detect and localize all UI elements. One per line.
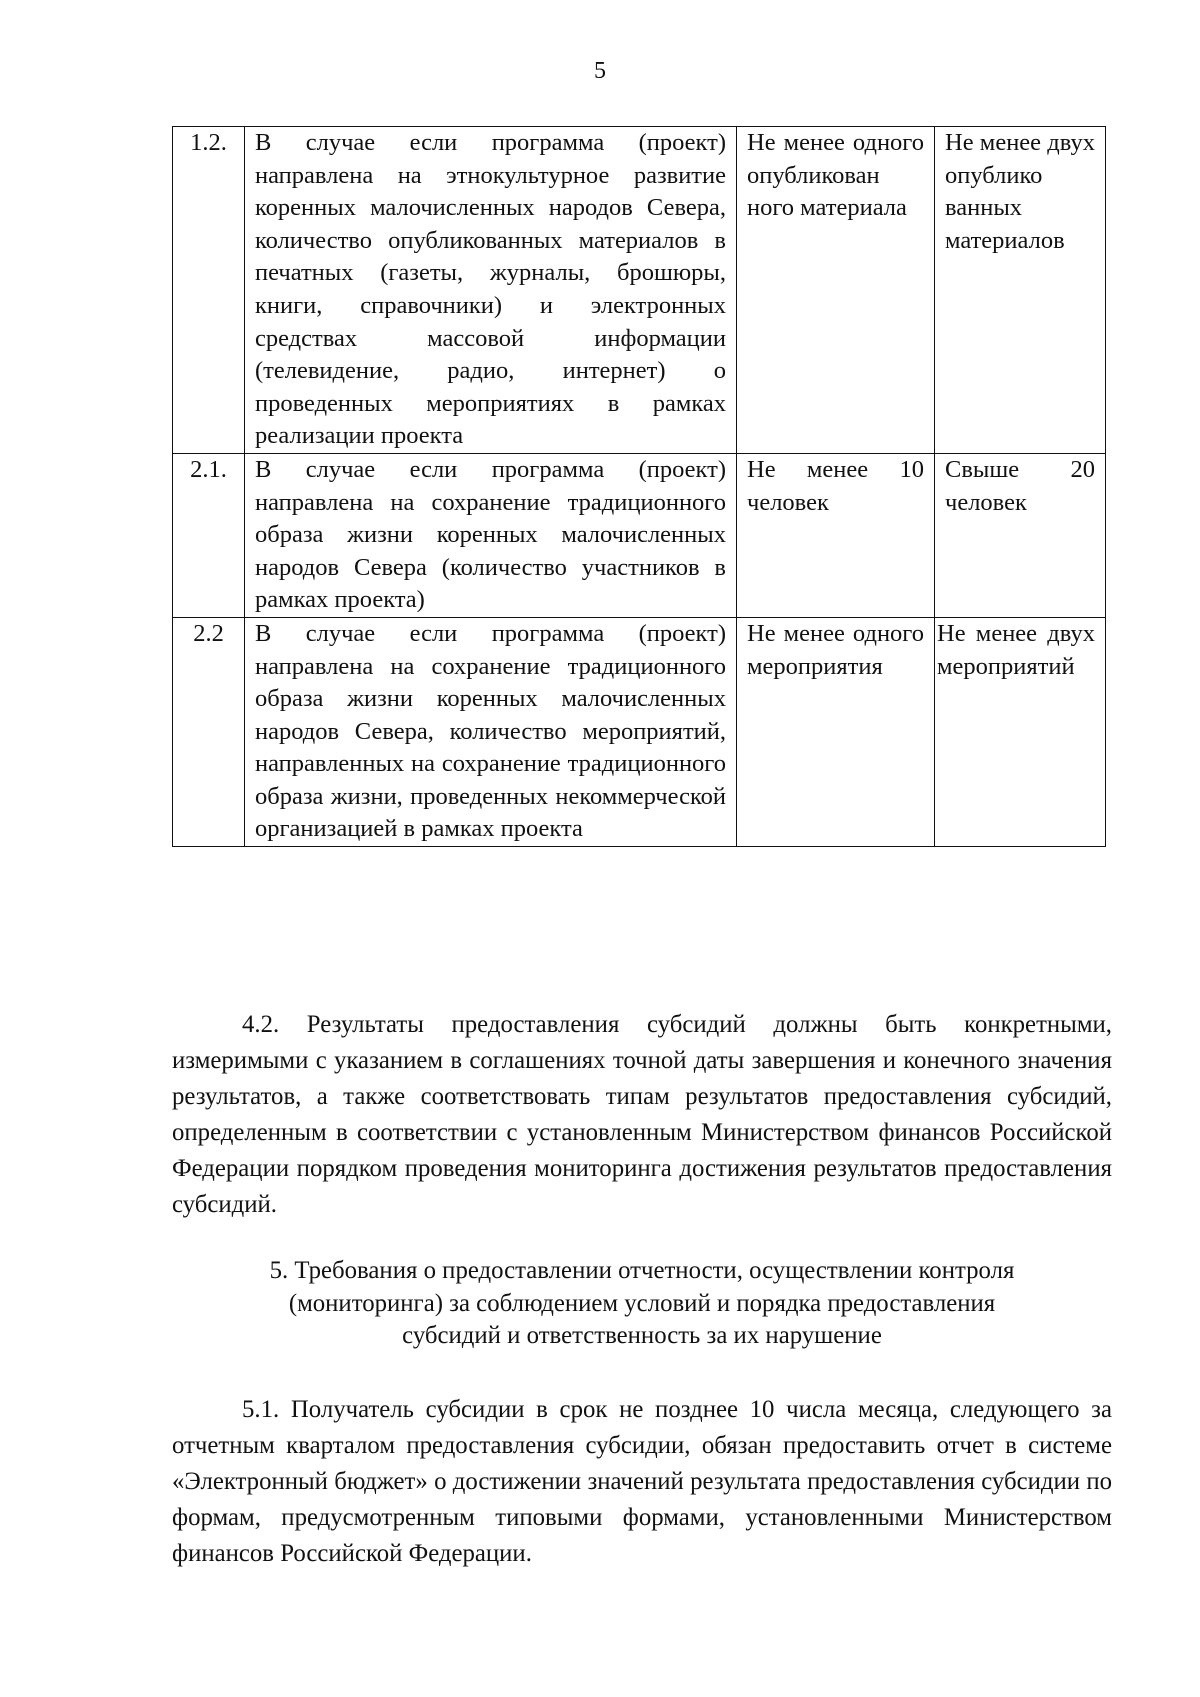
criterion-cell: В случае если программа (проект) направлена на этнокультурное развитие коренных малочисленных народов Севера, количество опубликованных материалов в печатных (газеты, журналы, брошюры, книги, справочники) и электронных средствах массовой информации (телевидение, радио, интернет) о проведенных мероприятиях в рамках реализации проекта <box>245 127 737 454</box>
min-value-cell: Не менее одного мероприятия <box>737 617 935 846</box>
max-value-cell: Свыше 20 человек <box>935 453 1106 617</box>
criteria-table <box>172 126 1106 847</box>
max-value-cell: Не менее двух опублико ванных материалов <box>935 127 1106 454</box>
min-value-cell: Не менее одного опубликован ного материала <box>737 127 935 454</box>
row-number: 2.1. <box>173 453 245 617</box>
page-number: 5 <box>594 58 606 84</box>
table-row <box>173 127 1106 454</box>
max-value-cell: Не менее двух мероприятий <box>935 617 1106 846</box>
table-row <box>173 453 1106 617</box>
table-row <box>173 617 1106 846</box>
criterion-cell: В случае если программа (проект) направлена на сохранение традиционного образа жизни коренных малочисленных народов Севера (количество участников в рамках проекта) <box>245 453 737 617</box>
section-heading-line: (мониторинга) за соблюдением условий и порядка предоставления <box>288 1289 996 1317</box>
min-value-cell: Не менее 10 человек <box>737 453 935 617</box>
section-heading-line: 5. Требования о предоставлении отчетности, осуществлении контроля <box>269 1257 1015 1284</box>
criterion-cell: В случае если программа (проект) направлена на сохранение традиционного образа жизни коренных малочисленных народов Севера, количество мероприятий, направленных на сохранение традиционного образа жизни, проведенных некоммерческой организацией в рамках проекта <box>245 617 737 846</box>
row-number: 1.2. <box>173 127 245 454</box>
section-heading-line: субсидий и ответственность за их нарушение <box>402 1322 882 1349</box>
paragraph-5-1: 5.1. Получатель субсидии в срок не позднее 10 числа месяца, следующего за отчетным кварталом предоставления субсидии, обязан предоставить отчет в системе «Электронный бюджет» о достижении значений результата предоставления субсидии по формам, предусмотренным типовыми формами, установленными Министерством финансов Российской Федерации. <box>172 1396 1112 1567</box>
row-number: 2.2 <box>173 617 245 846</box>
section-5-heading <box>172 1255 1112 1353</box>
paragraph-4-2: 4.2. Результаты предоставления субсидий должны быть конкретными, измеримыми с указанием в соглашениях точной даты завершения и конечного значения результатов, а также соответствовать типам результатов предоставления субсидий, определенным в соответствии с установленным Министерством финансов Российской Федерации порядком проведения мониторинга достижения результатов предоставления субсидий. <box>172 1011 1112 1218</box>
